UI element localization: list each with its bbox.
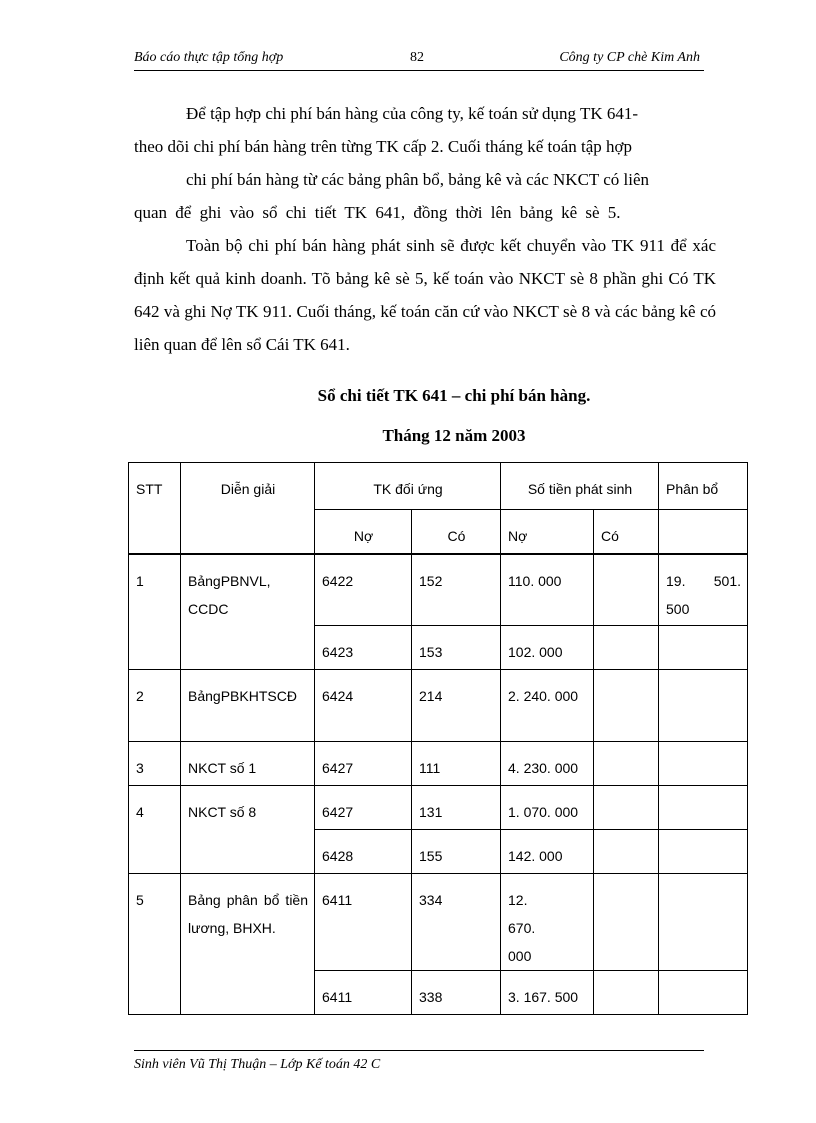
- header-so-co: Có: [594, 510, 659, 554]
- cell-tk-co: 338: [412, 971, 501, 1015]
- cell-dien-giai: BảngPBKHTSCĐ: [181, 670, 315, 742]
- header-dien-giai: Diễn giải: [181, 463, 315, 554]
- header-so-no: Nợ: [501, 510, 594, 554]
- cell-tk-no: 6427: [315, 786, 412, 830]
- page-footer: Sinh viên Vũ Thị Thuận – Lớp Kế toán 42 C: [134, 1057, 381, 1072]
- header-phan-bo-empty: [659, 510, 748, 554]
- cell-tk-co: 155: [412, 830, 501, 874]
- cell-so-no: 142. 000: [501, 830, 594, 874]
- table-subtitle: Tháng 12 năm 2003: [382, 426, 526, 445]
- cell-tk-no: 6428: [315, 830, 412, 874]
- cell-tk-co: 214: [412, 670, 501, 742]
- cell-so-co: [594, 874, 659, 971]
- table-row: [129, 786, 748, 830]
- header-tk-doi-ung: TK đối ứng: [315, 463, 501, 510]
- cell-stt: 3: [129, 742, 181, 786]
- cell-stt: 2: [129, 670, 181, 742]
- table-row: [129, 554, 748, 626]
- cell-dien-giai: BảngPBNVL, CCDC: [181, 554, 315, 670]
- intro-text: [134, 97, 716, 361]
- cell-so-no: 3. 167. 500: [501, 971, 594, 1015]
- cell-so-co: [594, 786, 659, 830]
- cell-phan-bo: [659, 971, 748, 1015]
- header-tk-co: Có: [412, 510, 501, 554]
- cell-tk-co: 152: [412, 554, 501, 626]
- header-report-title: Báo cáo thực tập tổng hợp: [134, 50, 284, 65]
- cell-dien-giai: NKCT số 8: [181, 786, 315, 874]
- table-row: [129, 742, 748, 786]
- cell-so-no: 110. 000: [501, 554, 594, 626]
- cell-phan-bo: [659, 830, 748, 874]
- cell-phan-bo: [659, 786, 748, 830]
- cell-so-no: 102. 000: [501, 626, 594, 670]
- cell-dien-giai: Bảng phân bổ tiền lương, BHXH.: [181, 874, 315, 1015]
- header-stt: STT: [129, 463, 181, 554]
- cell-stt: 4: [129, 786, 181, 874]
- table-row: [129, 670, 748, 742]
- cell-tk-no: 6424: [315, 670, 412, 742]
- cell-so-no: 4. 230. 000: [501, 742, 594, 786]
- paragraph-body: Toàn bộ chi phí bán hàng phát sinh sẽ được kết chuyển vào TK 911 để xác định kết quả kinh doanh. Tõ bảng kê sè 5, kế toán vào NKCT sè 8 phần ghi Có TK 642 và ghi Nợ TK 911. Cuối tháng, kế toán căn cứ vào NKCT sè 8 và các bảng kê có liên quan để lên sổ Cái TK 641.: [134, 236, 716, 354]
- cell-so-co: [594, 971, 659, 1015]
- cell-tk-co: 111: [412, 742, 501, 786]
- page-number: 82: [410, 50, 424, 65]
- table-header-row: [129, 463, 748, 510]
- cell-phan-bo: [659, 670, 748, 742]
- paragraph-line: chi phí bán hàng từ các bảng phân bổ, bảng kê và các NKCT có liên: [186, 170, 650, 189]
- cell-dien-giai: NKCT số 1: [181, 742, 315, 786]
- cell-so-no: 2. 240. 000: [501, 670, 594, 742]
- cell-so-co: [594, 742, 659, 786]
- cell-tk-co: 131: [412, 786, 501, 830]
- cell-tk-no: 6411: [315, 874, 412, 971]
- header-company: Công ty CP chè Kim Anh: [559, 50, 700, 65]
- cell-tk-no: 6423: [315, 626, 412, 670]
- cell-so-co: [594, 626, 659, 670]
- table-title: Sổ chi tiết TK 641 – chi phí bán hàng.: [317, 386, 591, 405]
- cell-tk-no: 6422: [315, 554, 412, 626]
- cell-so-no: 12. 670. 000: [501, 874, 594, 971]
- cell-tk-no: 6411: [315, 971, 412, 1015]
- cell-so-co: [594, 670, 659, 742]
- header-tk-no: Nợ: [315, 510, 412, 554]
- page-header: [134, 50, 704, 71]
- paragraph-line: Để tập hợp chi phí bán hàng của công ty, kế toán sử dụng TK 641-: [186, 104, 639, 123]
- cell-so-co: [594, 554, 659, 626]
- cell-phan-bo: [659, 874, 748, 971]
- cell-tk-co: 153: [412, 626, 501, 670]
- ledger-table: [128, 462, 748, 1015]
- paragraph-line: quan để ghi vào sổ chi tiết TK 641, đồng thời lên bảng kê sè 5.: [134, 203, 621, 222]
- cell-stt: 1: [129, 554, 181, 670]
- cell-tk-co: 334: [412, 874, 501, 971]
- paragraph-line: theo dõi chi phí bán hàng trên từng TK cấp 2. Cuối tháng kế toán tập hợp: [134, 137, 633, 156]
- cell-stt: 5: [129, 874, 181, 1015]
- table-row: [129, 874, 748, 971]
- cell-phan-bo: 19. 501. 500: [659, 554, 748, 626]
- cell-so-co: [594, 830, 659, 874]
- cell-phan-bo: [659, 742, 748, 786]
- header-phan-bo: Phân bổ: [659, 463, 748, 510]
- header-so-tien: Số tiền phát sinh: [501, 463, 659, 510]
- footer-divider: [134, 1050, 704, 1051]
- cell-tk-no: 6427: [315, 742, 412, 786]
- cell-so-no: 1. 070. 000: [501, 786, 594, 830]
- cell-phan-bo: [659, 626, 748, 670]
